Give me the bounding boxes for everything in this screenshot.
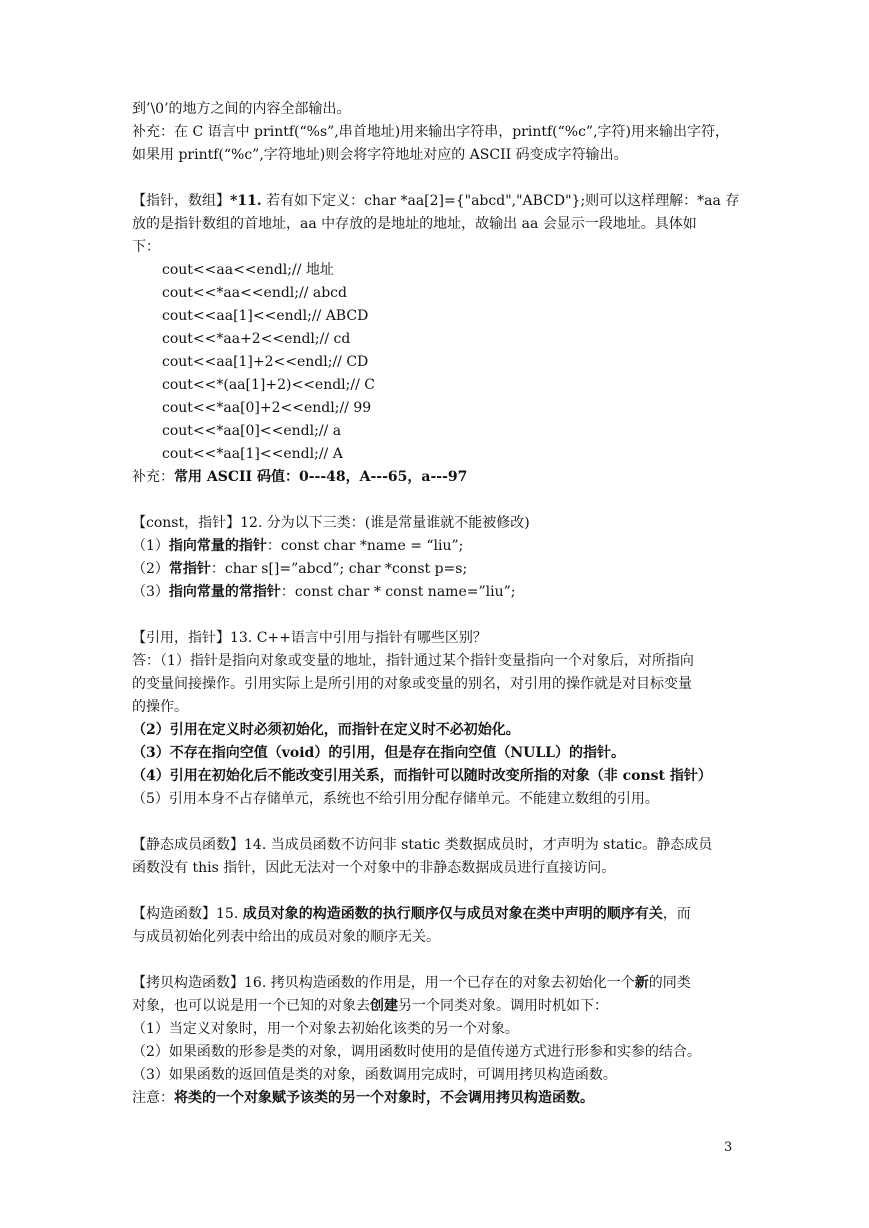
code-block [132, 259, 740, 466]
question-15-title: 【构造函数】15. 成员对象的构造函数的执行顺序仅与成员对象在类中声明的顺序有关，而 [132, 906, 691, 922]
code-line: cout<<aa[1]+2<<endl;// CD [162, 354, 369, 370]
text-line: 对象，也可以说是用一个已知的对象去创建另一个同类对象。调用时机如下： [132, 998, 608, 1014]
text-line: 如果用 printf(“%c”,字符地址)则会将字符地址对应的 ASCII 码变成字符输出。 [132, 147, 628, 163]
text-line: （5）引用本身不占存储单元，系统也不给引用分配存储单元。不能建立数组的引用。 [132, 791, 659, 807]
text-line: 补充：在 C 语言中 printf(“%s”,串首地址)用来输出字符串，printf(“%c”,字符)用来输出字符， [132, 124, 729, 140]
text-line: 的变量间接操作。引用实际上是所引用的对象或变量的别名，对引用的操作就是对目标变量 [132, 676, 692, 692]
bold-point: （3）不存在指向空值（void）的引用，但是存在指向空值（NULL）的指针。 [132, 745, 626, 761]
question-14-title: 【静态成员函数】14. 当成员函数不访问非 static 类数据成员时，才声明为 static。静态成员 [132, 837, 713, 853]
code-line: cout<<aa[1]<<endl;// ABCD [162, 308, 369, 324]
code-line: cout<<aa<<endl;// 地址 [162, 262, 334, 278]
text-line: 放的是指针数组的首地址，aa 中存放的是地址的地址，故输出 aa 会显示一段地址。具体如 [132, 216, 697, 232]
question-13-title: 【引用，指针】13. C++语言中引用与指针有哪些区别？ [132, 630, 487, 646]
list-item: （3）指向常量的常指针：const char * const name=”liu”; [132, 584, 516, 600]
text-line: 答：（1）指针是指向对象或变量的地址，指针通过某个指针变量指向一个对象后，对所指向 [132, 653, 694, 669]
code-line: cout<<*(aa[1]+2)<<endl;// C [162, 377, 375, 393]
list-item: （1）指向常量的指针：const char *name = “liu”; [132, 538, 464, 554]
page-number: 3 [724, 1140, 733, 1155]
code-line: cout<<*aa<<endl;// abcd [162, 285, 347, 301]
code-line: cout<<*aa[0]+2<<endl;// 99 [162, 400, 372, 416]
text-line: 的操作。 [132, 699, 188, 715]
list-item: （3）如果函数的返回值是类的对象，函数调用完成时，可调用拷贝构造函数。 [132, 1067, 617, 1083]
list-item: （2）常指针：char s[]=”abcd”; char *const p=s; [132, 561, 468, 577]
text-line: 到’\0’的地方之间的内容全部输出。 [132, 101, 351, 117]
code-line: cout<<*aa+2<<endl;// cd [162, 331, 351, 347]
page-content [132, 98, 740, 1110]
list-item: （1）当定义对象时，用一个对象去初始化该类的另一个对象。 [132, 1021, 519, 1037]
question-number: *11. [230, 193, 262, 209]
text-line: 函数没有 this 指针，因此无法对一个对象中的非静态数据成员进行直接访问。 [132, 860, 616, 876]
bold-point: （4）引用在初始化后不能改变引用关系，而指针可以随时改变所指的对象（非 const 指针） [132, 768, 712, 784]
text-line: 与成员初始化列表中给出的成员对象的顺序无关。 [132, 929, 440, 945]
question-11-title: 【指针，数组】*11. 若有如下定义：char *aa[2]={"abcd","ABCD"};则可以这样理解：*aa 存 [132, 193, 740, 209]
question-12-title: 【const，指针】12. 分为以下三类：(谁是常量谁就不能被修改) [132, 515, 530, 531]
code-line: cout<<*aa[1]<<endl;// A [162, 446, 343, 462]
list-item: （2）如果函数的形参是类的对象，调用函数时使用的是值传递方式进行形参和实参的结合。 [132, 1044, 701, 1060]
copy-note: 注意：将类的一个对象赋予该类的另一个对象时，不会调用拷贝构造函数。 [132, 1090, 594, 1106]
question-16-title: 【拷贝构造函数】16. 拷贝构造函数的作用是，用一个已存在的对象去初始化一个新的同类 [132, 975, 691, 991]
code-line: cout<<*aa[0]<<endl;// a [162, 423, 342, 439]
section-tag: 【指针，数组】 [132, 193, 230, 209]
ascii-note: 补充：常用 ASCII 码值：0---48，A---65，a---97 [132, 469, 468, 485]
text-line: 下： [132, 239, 160, 255]
bold-point: （2）引用在定义时必须初始化，而指针在定义时不必初始化。 [132, 722, 520, 738]
